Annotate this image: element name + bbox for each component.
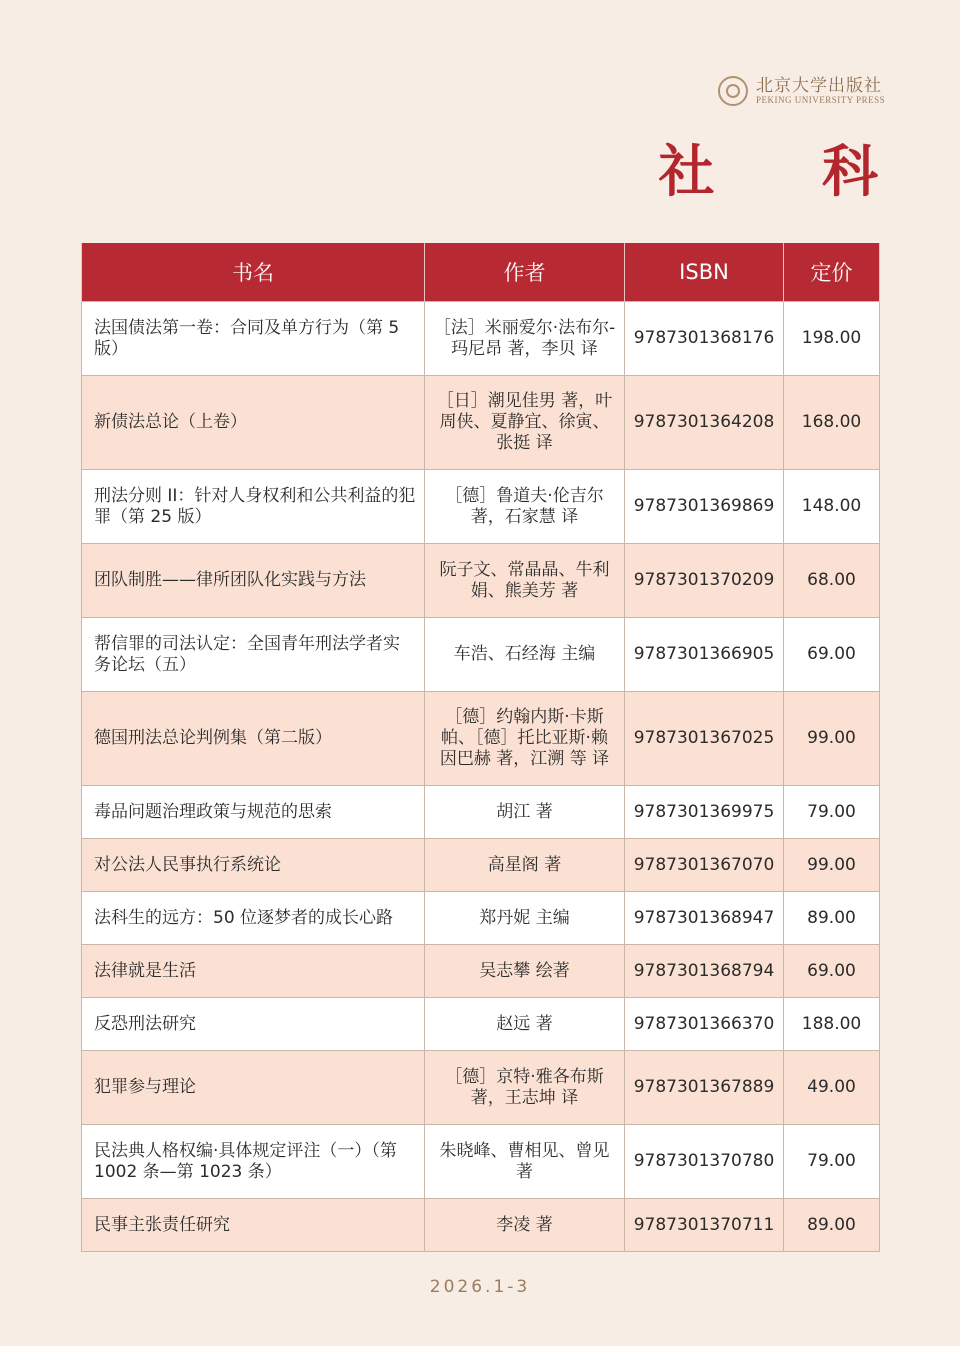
book-title-cell: 帮信罪的司法认定：全国青年刑法学者实务论坛（五） [82, 618, 425, 692]
section-title: 社 科 [658, 139, 922, 205]
book-isbn-cell: 9787301366370 [625, 998, 784, 1051]
book-isbn-cell: 9787301366905 [625, 618, 784, 692]
book-isbn-cell: 9787301367070 [625, 839, 784, 892]
book-title-cell: 德国刑法总论判例集（第二版） [82, 692, 425, 786]
table-row [82, 945, 880, 998]
book-isbn-cell: 9787301369975 [625, 786, 784, 839]
publisher-name-cn: 北京大学出版社 [756, 75, 882, 96]
book-isbn-cell: 9787301370780 [625, 1125, 784, 1199]
book-author-cell: 车浩、石经海 主编 [425, 618, 625, 692]
book-author-cell: ［德］京特·雅各布斯 著，王志坤 译 [425, 1051, 625, 1125]
book-price-cell: 89.00 [784, 1199, 880, 1252]
book-price-cell: 69.00 [784, 618, 880, 692]
book-author-cell: 朱晓峰、曹相见、曾见 著 [425, 1125, 625, 1199]
issue-date: 2026.1-3 [429, 1277, 531, 1297]
book-title-cell: 对公法人民事执行系统论 [82, 839, 425, 892]
book-price-cell: 69.00 [784, 945, 880, 998]
table-row [82, 692, 880, 786]
book-price-cell: 49.00 [784, 1051, 880, 1125]
book-title-cell: 新债法总论（上卷） [82, 376, 425, 470]
table-row [82, 998, 880, 1051]
book-author-cell: 吴志攀 绘著 [425, 945, 625, 998]
book-isbn-cell: 9787301369869 [625, 470, 784, 544]
book-author-cell: ［德］鲁道夫·伦吉尔 著，石家慧 译 [425, 470, 625, 544]
book-isbn-cell: 9787301370711 [625, 1199, 784, 1252]
book-table [81, 243, 880, 1252]
book-author-cell: 李凌 著 [425, 1199, 625, 1252]
book-price-cell: 89.00 [784, 892, 880, 945]
book-author-cell: ［法］米丽爱尔·法布尔-玛尼昂 著，李贝 译 [425, 302, 625, 376]
table-row [82, 1125, 880, 1199]
book-author-cell: ［日］潮见佳男 著，叶周侠、夏静宜、徐寅、张挺 译 [425, 376, 625, 470]
table-row [82, 544, 880, 618]
table-row [82, 786, 880, 839]
publisher-logo [718, 76, 885, 106]
table-row [82, 892, 880, 945]
publisher-name-en: PEKING UNIVERSITY PRESS [756, 94, 886, 105]
book-title-cell: 法律就是生活 [82, 945, 425, 998]
book-author-cell: 阮子文、常晶晶、牛利娟、熊美芳 著 [425, 544, 625, 618]
book-isbn-cell: 9787301367889 [625, 1051, 784, 1125]
book-title-cell: 反恐刑法研究 [82, 998, 425, 1051]
book-isbn-cell: 9787301368794 [625, 945, 784, 998]
book-title-cell: 法科生的远方：50 位逐梦者的成长心路 [82, 892, 425, 945]
book-title-cell: 民法典人格权编·具体规定评注（一）（第 1002 条—第 1023 条） [82, 1125, 425, 1199]
book-price-cell: 79.00 [784, 1125, 880, 1199]
book-title-cell: 法国债法第一卷：合同及单方行为（第 5 版） [82, 302, 425, 376]
book-isbn-cell: 9787301368947 [625, 892, 784, 945]
book-price-cell: 188.00 [784, 998, 880, 1051]
book-author-cell: 赵远 著 [425, 998, 625, 1051]
book-author-cell: ［德］约翰内斯·卡斯帕、［德］托比亚斯·赖因巴赫 著，江溯 等 译 [425, 692, 625, 786]
book-isbn-cell: 9787301370209 [625, 544, 784, 618]
table-row [82, 839, 880, 892]
header-author: 作者 [425, 243, 625, 302]
book-title-cell: 犯罪参与理论 [82, 1051, 425, 1125]
book-price-cell: 198.00 [784, 302, 880, 376]
header-price: 定价 [784, 243, 880, 302]
table-row [82, 376, 880, 470]
book-author-cell: 高星阁 著 [425, 839, 625, 892]
table-row [82, 618, 880, 692]
book-price-cell: 99.00 [784, 839, 880, 892]
book-title-cell: 团队制胜——律所团队化实践与方法 [82, 544, 425, 618]
book-author-cell: 郑丹妮 主编 [425, 892, 625, 945]
book-title-cell: 毒品问题治理政策与规范的思索 [82, 786, 425, 839]
table-header-row [82, 243, 880, 302]
pku-seal-icon [718, 76, 748, 106]
book-author-cell: 胡江 著 [425, 786, 625, 839]
book-price-cell: 68.00 [784, 544, 880, 618]
header-title: 书名 [82, 243, 425, 302]
table-row [82, 470, 880, 544]
book-price-cell: 168.00 [784, 376, 880, 470]
book-isbn-cell: 9787301368176 [625, 302, 784, 376]
book-title-cell: 民事主张责任研究 [82, 1199, 425, 1252]
book-title-cell: 刑法分则 II：针对人身权利和公共利益的犯罪（第 25 版） [82, 470, 425, 544]
book-price-cell: 79.00 [784, 786, 880, 839]
book-price-cell: 99.00 [784, 692, 880, 786]
table-row [82, 302, 880, 376]
book-isbn-cell: 9787301367025 [625, 692, 784, 786]
header-isbn: ISBN [625, 243, 784, 302]
book-price-cell: 148.00 [784, 470, 880, 544]
book-isbn-cell: 9787301364208 [625, 376, 784, 470]
table-row [82, 1199, 880, 1252]
table-row [82, 1051, 880, 1125]
